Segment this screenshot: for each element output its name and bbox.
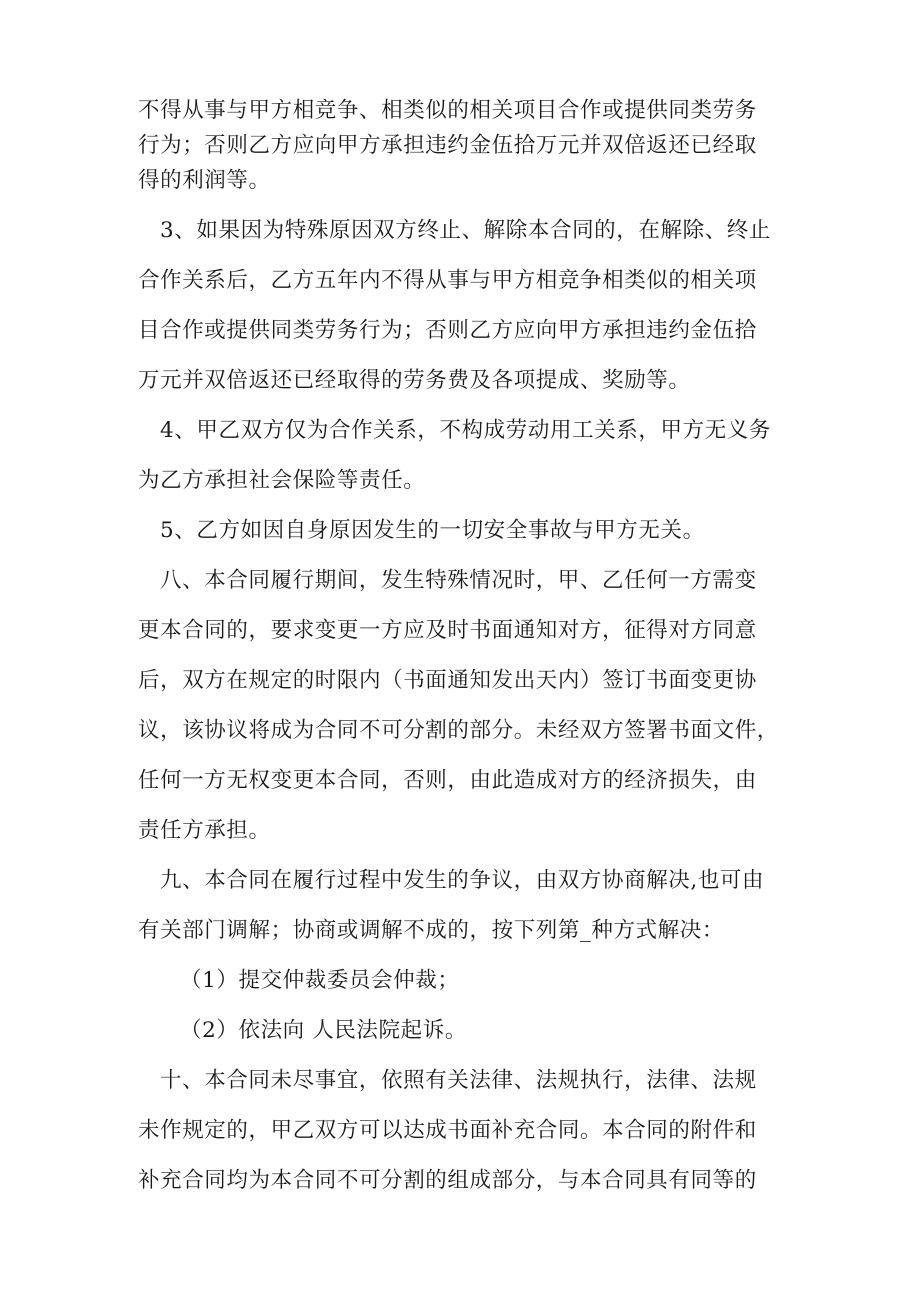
text-line: 合作关系后，乙方五年内不得从事与甲方相竞争相类似的相关项 xyxy=(138,268,757,293)
text-line: 任何一方无权变更本合同，否则，由此造成对方的经济损失，由 xyxy=(138,768,757,793)
text-line: 议，该协议将成为合同不可分割的部分。未经双方签署书面文件， xyxy=(138,718,779,743)
text-line: 万元并双倍返还已经取得的劳务费及各项提成、奖励等。 xyxy=(138,368,691,393)
text-line: 十、本合同未尽事宜，依照有关法律、法规执行，法律、法规 xyxy=(160,1068,757,1093)
text-line: 补充合同均为本合同不可分割的组成部分，与本合同具有同等的 xyxy=(138,1168,757,1193)
text-line: 责任方承担。 xyxy=(138,818,271,843)
text-line: 后，双方在规定的时限内（书面通知发出天内）签订书面变更协 xyxy=(138,668,757,693)
text-line: （2）依法向 人民法院起诉。 xyxy=(180,1018,467,1043)
text-line: 行为；否则乙方应向甲方承担违约金伍拾万元并双倍返还已经取 xyxy=(138,133,757,158)
text-line: 5、乙方如因自身原因发生的一切安全事故与甲方无关。 xyxy=(160,518,705,543)
text-line: 不得从事与甲方相竞争、相类似的相关项目合作或提供同类劳务 xyxy=(138,98,757,123)
text-line: 未作规定的，甲乙双方可以达成书面补充合同。本合同的附件和 xyxy=(138,1118,757,1143)
text-line: 八、本合同履行期间，发生特殊情况时，甲、乙任何一方需变 xyxy=(160,568,757,593)
text-line: 有关部门调解；协商或调解不成的，按下列第_种方式解决： xyxy=(138,918,724,943)
text-line: 得的利润等。 xyxy=(138,168,271,193)
text-line: 更本合同的，要求变更一方应及时书面通知对方，征得对方同意 xyxy=(138,618,757,643)
text-line: 3、如果因为特殊原因双方终止、解除本合同的，在解除、终止 xyxy=(160,218,771,243)
text-line: （1）提交仲裁委员会仲裁； xyxy=(180,968,460,993)
text-line: 目合作或提供同类劳务行为；否则乙方应向甲方承担违约金伍拾 xyxy=(138,318,757,343)
text-line: 为乙方承担社会保险等责任。 xyxy=(138,468,426,493)
text-line: 九、本合同在履行过程中发生的争议，由双方协商解决,也可由 xyxy=(160,868,765,893)
text-line: 4、甲乙双方仅为合作关系，不构成劳动用工关系，甲方无义务 xyxy=(160,418,771,443)
